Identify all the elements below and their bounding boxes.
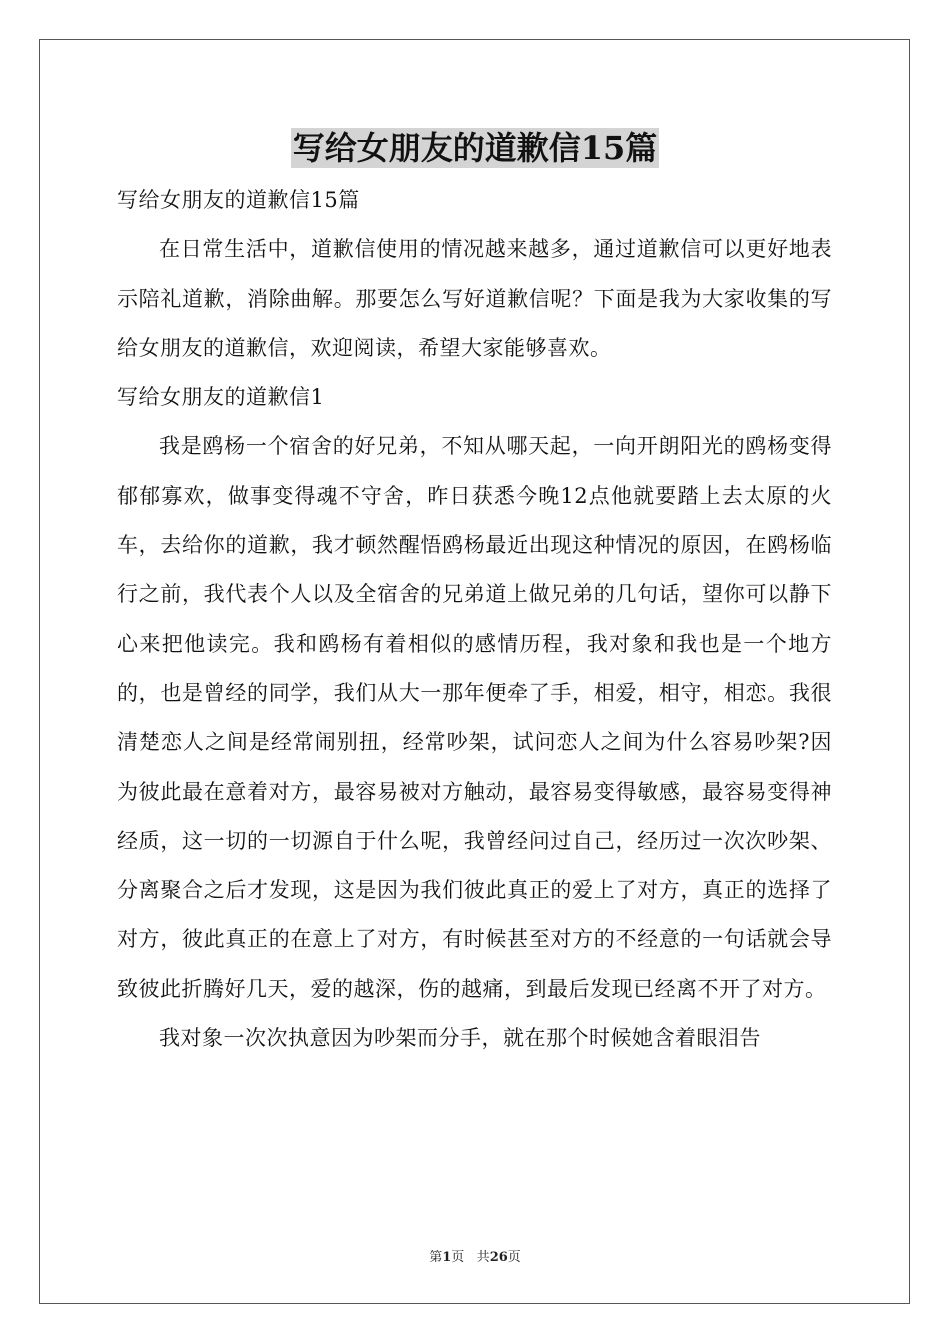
- document-body: [117, 176, 832, 1063]
- page-number: 1: [442, 1250, 452, 1265]
- page-prefix: 第: [429, 1250, 443, 1265]
- document-title: 写给女朋友的道歉信15篇: [292, 129, 658, 167]
- intro-paragraph: 在日常生活中，道歉信使用的情况越来越多，通过道歉信可以更好地表示陪礼道歉，消除曲解。那要怎么写好道歉信呢？下面是我为大家收集的写给女朋友的道歉信，欢迎阅读，希望大家能够喜欢。: [117, 237, 832, 360]
- total-suffix: 页: [507, 1250, 521, 1265]
- page-footer: [0, 1246, 950, 1265]
- page-suffix: 页: [451, 1250, 465, 1265]
- section-heading: 写给女朋友的道歉信1: [117, 385, 325, 410]
- total-prefix: 共: [476, 1250, 490, 1265]
- body-paragraph: 我是鸥杨一个宿舍的好兄弟，不知从哪天起，一向开朗阳光的鸥杨变得郁郁寡欢，做事变得魂不守舍，昨日获悉今晚12点他就要踏上去太原的火车，去给你的道歉，我才顿然醒悟鸥杨最近出现这种情况的原因，在鸥杨临行之前，我代表个人以及全宿舍的兄弟道上做兄弟的几句话，望你可以静下心来把他读完。我和鸥杨有着相似的感情历程，我对象和我也是一个地方的，也是曾经的同学，我们从大一那年便牵了手，相爱，相守，相恋。我很清楚恋人之间是经常闹别扭，经常吵架，试问恋人之间为什么容易吵架?因为彼此最在意着对方，最容易被对方触动，最容易变得敏感，最容易变得神经质，这一切的一切源自于什么呢，我曾经问过自己，经历过一次次吵架、分离聚合之后才发现，这是因为我们彼此真正的爱上了对方，真正的选择了对方，彼此真正的在意上了对方，有时候甚至对方的不经意的一句话就会导致彼此折腾好几天，爱的越深，伤的越痛，到最后发现已经离不开了对方。: [117, 434, 832, 1001]
- body-paragraph: 我对象一次次执意因为吵架而分手，就在那个时候她含着眼泪告: [159, 1026, 761, 1051]
- title-container: [0, 128, 950, 168]
- document-subtitle: 写给女朋友的道歉信15篇: [117, 188, 360, 212]
- total-pages: 26: [489, 1250, 508, 1265]
